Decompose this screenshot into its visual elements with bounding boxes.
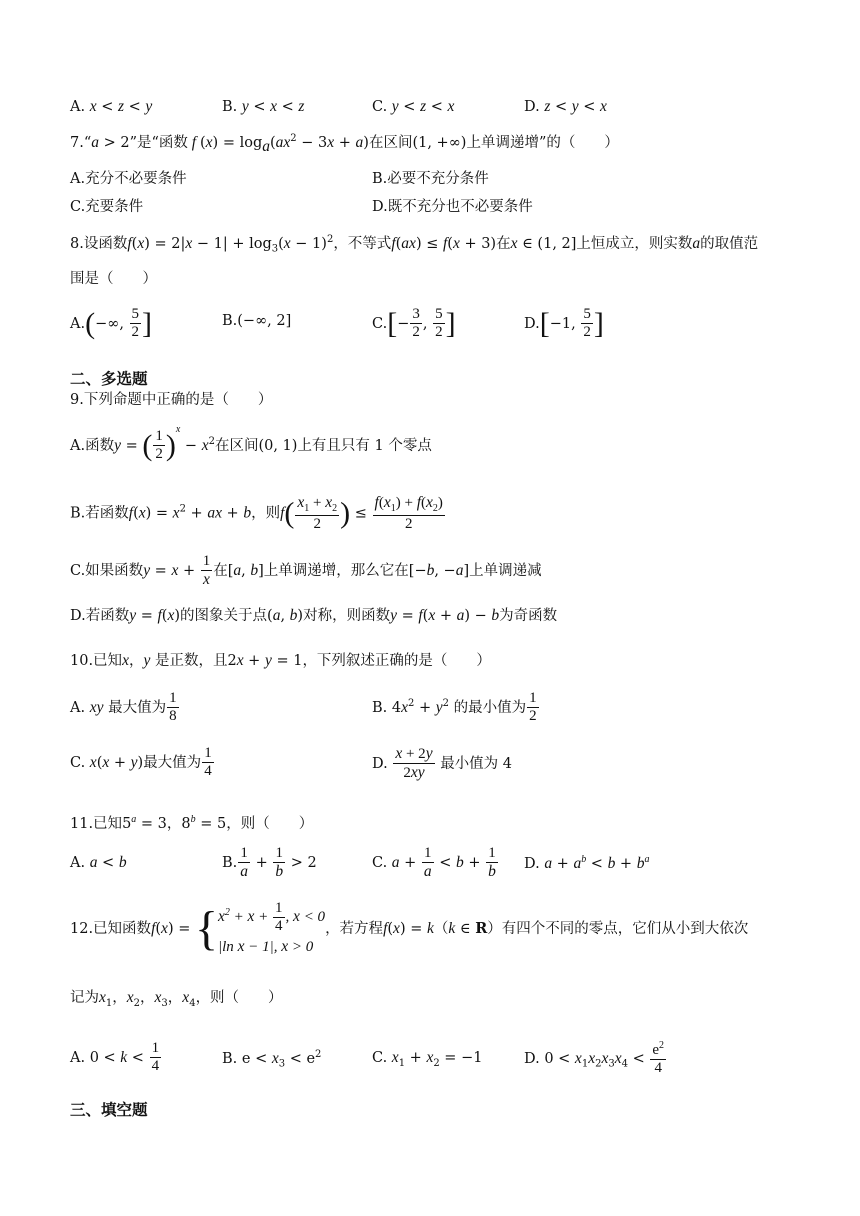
q12-option-a[interactable]: A. 0 < k < $\frac{1}{4}$ — [70, 1040, 160, 1075]
q7-option-b[interactable]: B.必要不充分条件 — [372, 171, 489, 187]
q11-option-a[interactable]: A. a < b — [70, 854, 127, 871]
q9-option-a[interactable]: A.函数y = ( $\frac{1}{2}$ )$^x - x^2$在区间(0, 1)上有且只有 1 个零点 — [70, 423, 432, 463]
q6-option-c[interactable]: C. y < z < x — [372, 98, 455, 115]
q8-option-b[interactable]: B.(−∞, 2] — [222, 313, 292, 329]
q10-stem: 10.已知x，y 是正数，且2x + y = 1，下列叙述正确的是（ ） — [70, 652, 491, 669]
q10-option-a[interactable]: A. xy 最大值为 $\frac{1}{8}$ — [70, 690, 177, 725]
q12-option-c[interactable]: C. $x_1 + x_2 = -1$ — [372, 1049, 483, 1069]
q7-option-d[interactable]: D.既不充分也不必要条件 — [372, 199, 533, 215]
q12-option-b[interactable]: B. $e < x_3 < e^2$ — [222, 1049, 322, 1070]
q12-stem: 12.已知函数f(x) = { $x^2 + x$ + $\frac{1}{4}$ , x < 0 |ln x − 1|, x > 0 ，若方程f(x) = k（k ∈ R）有四个不同的零点，它们从小到大依次 — [70, 900, 749, 955]
q8-stem: 8.设函数$f(x) = 2|x - 1| + \log_3(x - 1)^2$，不等式f(ax) ≤ f(x + 3)在x ∈ (1, 2]上恒成立，则实数a的取值范 — [70, 234, 759, 255]
q8-option-a[interactable]: A.(−∞, $\frac{5}{2}$ ] — [70, 306, 153, 341]
q11-stem: 11.已知$5^a = 3$，$8^b = 5$，则（ ） — [70, 814, 314, 832]
q8-option-c[interactable]: C.[− $\frac{3}{2}$ , $\frac{5}{2}$ ] — [372, 306, 456, 341]
q9-option-d[interactable]: D.若函数y = f(x)的图象关于点(a, b)对称，则函数y = f(x + a) − b为奇函数 — [70, 607, 558, 624]
q11-option-b[interactable]: B. $\frac{1}{a}$ + $\frac{1}{b}$ > 2 — [222, 845, 317, 881]
section-fill-in-heading: 三、填空题 — [70, 1101, 148, 1119]
q8-stem-line2: 围是（ ） — [70, 271, 157, 287]
section-multi-choice-heading: 二、多选题 — [70, 370, 148, 388]
q10-option-d[interactable]: D. $\frac{x + 2y}{2xy}$ 最小值为 4 — [372, 745, 513, 782]
q8-option-d[interactable]: D.[−1, $\frac{5}{2}$ ] — [524, 306, 604, 341]
q6-option-a[interactable]: A. x < z < y — [70, 98, 153, 115]
q7-stem: 7.“a > 2”是“函数 f $(x) = \log_a(ax^2 - 3x + a)$在区间(1, +∞)上单调递增”的（ ） — [70, 133, 619, 155]
q9-option-b[interactable]: B.若函数$f(x) = x^2$ + ax + b，则f( $\frac{x_1 + x_2}{2}$ ) ≤ $\frac{f(x_1) + f(x_2)}{2}$ — [70, 494, 443, 532]
q12-stem-line2: 记为$x_1$，$x_2$，$x_3$，$x_4$，则（ ） — [70, 989, 283, 1009]
q6-option-d[interactable]: D. z < y < x — [524, 98, 607, 115]
q7-option-a[interactable]: A.充分不必要条件 — [70, 171, 187, 187]
q12-option-d[interactable]: D. $0 < x_1x_2x_3x_4$ < $\frac{e^2}{4}$ — [524, 1040, 665, 1077]
q11-option-d[interactable]: D. $a + a^b < b + b^a$ — [524, 854, 650, 872]
q6-option-b[interactable]: B. y < x < z — [222, 98, 305, 115]
q11-option-c[interactable]: C. a + $\frac{1}{a}$ < b + $\frac{1}{b}$ — [372, 845, 496, 881]
q7-option-c[interactable]: C.充要条件 — [70, 199, 144, 215]
q10-option-b[interactable]: B. $4x^2 + y^2$ 的最小值为 $\frac{1}{2}$ — [372, 690, 537, 725]
q9-stem: 9.下列命题中正确的是（ ） — [70, 392, 273, 408]
q10-option-c[interactable]: C. x(x + y)最大值为 $\frac{1}{4}$ — [70, 745, 212, 780]
q9-option-c[interactable]: C.如果函数y = x + $\frac{1}{x}$ 在[a, b]上单调递增，那么它在[−b, −a]上单调递减 — [70, 553, 542, 589]
